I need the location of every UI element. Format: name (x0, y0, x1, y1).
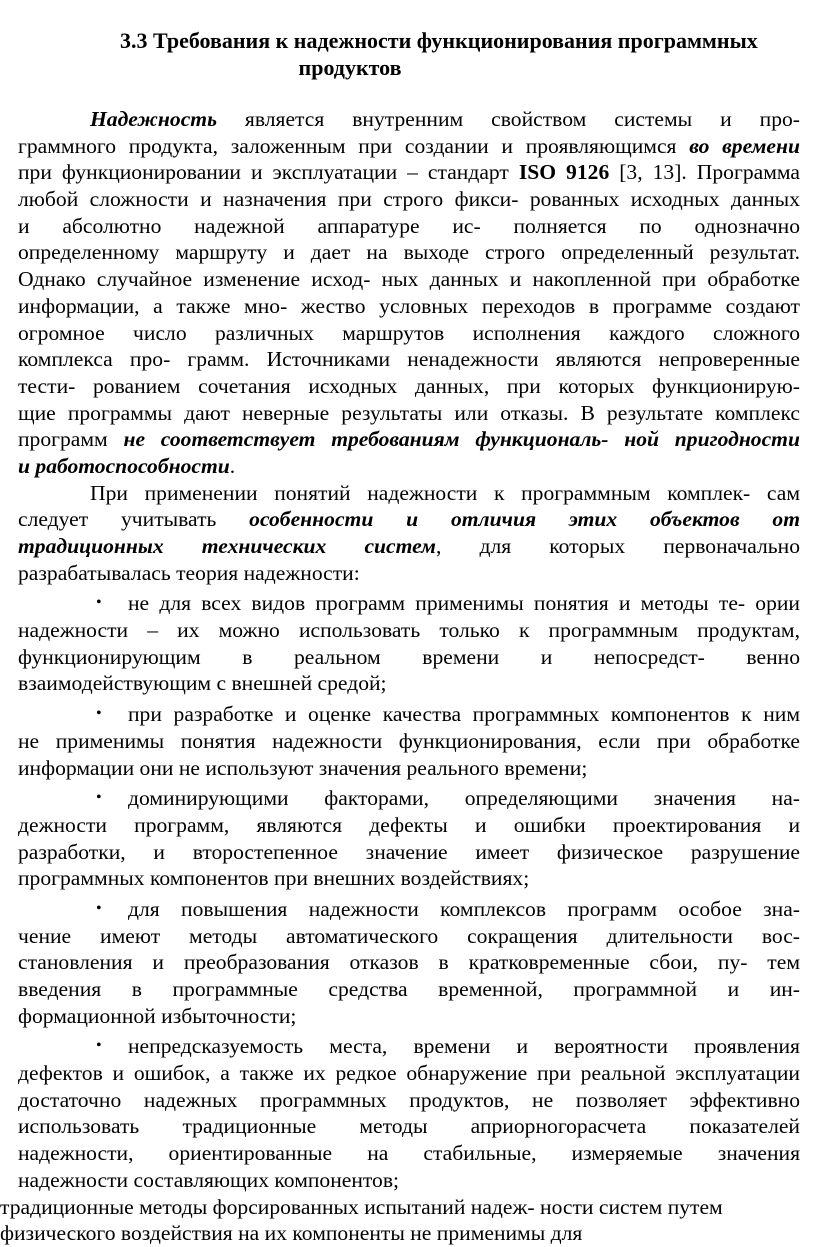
text-segment: следует учитывать (18, 507, 250, 532)
text-segment: При применении понятий надежности к программным комплек- сам (90, 480, 800, 505)
text-line (18, 266, 800, 293)
bullet-item-line (18, 1033, 800, 1060)
text-line (18, 533, 800, 560)
emphasized-text: особенности и отличия этих объектов от (249, 507, 800, 532)
text-line (18, 949, 800, 976)
text-line (18, 506, 800, 533)
text-segment: доминирующими факторами, определяющими значения на- (128, 786, 800, 811)
bullet-item-line (18, 701, 800, 728)
text-segment: граммного продукта, заложенным при создании и проявляющимся (18, 133, 690, 158)
bullet-icon: • (96, 594, 102, 612)
section-title-continued: продуктов (298, 55, 402, 80)
bullet-icon: • (96, 705, 102, 723)
text-segment: надежности – их можно использовать только к программным продуктам, (18, 618, 800, 643)
emphasized-text: традиционных технических систем (18, 534, 436, 558)
text-segment: использовать традиционные методы априорногорасчета показателей (18, 1114, 800, 1139)
text-segment: физического воздействия на их компоненты не применимы для (0, 1221, 583, 1246)
text-line (18, 213, 800, 240)
text-line (18, 373, 800, 400)
text-line (18, 426, 800, 453)
text-segment: надежности, ориентированные на стабильные, измеряемые значения (18, 1141, 800, 1166)
text-segment: тести- рованием сочетания исходных данных, при которых функционирую- (18, 373, 800, 398)
text-segment: информации они не используют значения реального времени; (18, 755, 588, 780)
text-segment: определенному маршруту и дает на выходе строго определенный результат. (18, 240, 800, 265)
text-segment: и абсолютно надежной аппаратуре ис- полняется по однозначно (18, 213, 800, 238)
text-line (18, 560, 800, 587)
text-segment: , для которых первоначально (435, 534, 800, 558)
text-line (0, 1194, 800, 1221)
text-line (18, 239, 800, 266)
emphasized-text: ISO 9126 (518, 160, 610, 185)
text-segment: щие программы дают неверные результаты или отказы. В результате комплекс (18, 400, 800, 425)
text-line (18, 346, 800, 373)
emphasized-text: и работоспособности (18, 453, 230, 478)
text-segment: достаточно надежных программных продуктов, не позволяет эффективно (18, 1087, 800, 1112)
text-segment: разрабатывалась теория надежности: (18, 560, 360, 585)
text-segment: информации, а также мно- жество условных переходов в программе создают (18, 293, 800, 318)
text-segment: [3, 13]. Программа (609, 160, 800, 185)
emphasized-text: во времени (689, 133, 800, 158)
text-line (18, 186, 800, 213)
document-body (0, 106, 800, 1247)
text-line (18, 106, 800, 133)
text-segment: чение имеют методы автоматического сокращения длительности вос- (18, 923, 800, 948)
text-segment: при разработке и оценке качества программных компонентов к ним (128, 702, 800, 727)
text-segment: программных компонентов при внешних воздействиях; (18, 866, 530, 891)
text-line (18, 159, 800, 186)
text-line (18, 133, 800, 160)
text-line (18, 1003, 800, 1030)
bullet-item-line (18, 896, 800, 923)
text-line (0, 1220, 800, 1247)
bullet-icon: • (96, 899, 102, 917)
text-segment: не для всех видов программ применимы понятия и методы те- ории (128, 591, 800, 616)
text-segment: огромное число различных маршрутов исполнения каждого сложного (18, 320, 800, 345)
text-line (18, 755, 800, 782)
text-line (18, 728, 800, 755)
text-segment: функционирующим в реальном времени и непосредст- венно (18, 644, 800, 669)
emphasized-text: Надежность (90, 107, 217, 131)
text-line (18, 453, 800, 480)
text-segment: . (229, 453, 236, 478)
text-line (18, 812, 800, 839)
text-line (18, 293, 800, 320)
text-segment: Однако случайное изменение исход- ных данных и накопленной при обработке (18, 267, 800, 292)
text-segment: введения в программные средства временной, программной и ин- (18, 977, 800, 1001)
section-title: 3.3 Требования к надежности функционирования программных (120, 28, 758, 53)
text-segment: комплекса про- грамм. Источниками ненадежности являются непроверенные (18, 347, 800, 372)
text-line (18, 480, 800, 507)
text-segment: надежности составляющих компонентов; (18, 1167, 400, 1192)
text-segment: для повышения надежности комплексов программ особое зна- (128, 896, 800, 921)
text-line (18, 1113, 800, 1140)
text-segment: непредсказуемость места, времени и вероятности проявления (128, 1034, 800, 1059)
text-line (18, 923, 800, 950)
text-line (18, 976, 800, 1003)
text-segment: при функционировании и эксплуатации – стандарт (18, 160, 519, 185)
text-segment: традиционные методы форсированных испытаний надеж- ности систем путем (0, 1194, 723, 1219)
text-line (18, 865, 800, 892)
bullet-icon: • (96, 789, 102, 807)
text-segment: разработки, и второстепенное значение имеет физическое разрушение (18, 839, 800, 864)
text-line (18, 670, 800, 697)
bullet-icon: • (96, 1037, 102, 1055)
text-line (18, 400, 800, 427)
bullet-item-line (18, 590, 800, 617)
text-line (18, 617, 800, 644)
text-line (18, 1087, 800, 1114)
text-line (18, 1060, 800, 1087)
text-segment: является внутренним свойством системы и про- (216, 107, 800, 131)
bullet-item-line (18, 785, 800, 812)
text-line (18, 1167, 800, 1194)
text-segment: дефектов и ошибок, а также их редкое обнаружение при реальной эксплуатации (18, 1061, 800, 1086)
text-line (18, 320, 800, 347)
text-segment: не применимы понятия надежности функционирования, если при обработке (18, 728, 800, 753)
text-line (18, 1140, 800, 1167)
text-line (18, 839, 800, 866)
text-segment: формационной избыточности; (18, 1003, 297, 1028)
text-segment: дежности программ, являются дефекты и ошибки проектирования и (18, 812, 800, 837)
text-line (18, 644, 800, 671)
text-segment: любой сложности и назначения при строго фикси- рованных исходных данных (18, 187, 800, 212)
emphasized-text: не соответствует требованиям функциональ- ной пригодности (123, 427, 800, 452)
text-segment: программ (18, 427, 124, 452)
text-segment: становления и преобразования отказов в кратковременные сбои, пу- тем (18, 950, 800, 975)
text-segment: взаимодействующим с внешней средой; (18, 671, 387, 696)
